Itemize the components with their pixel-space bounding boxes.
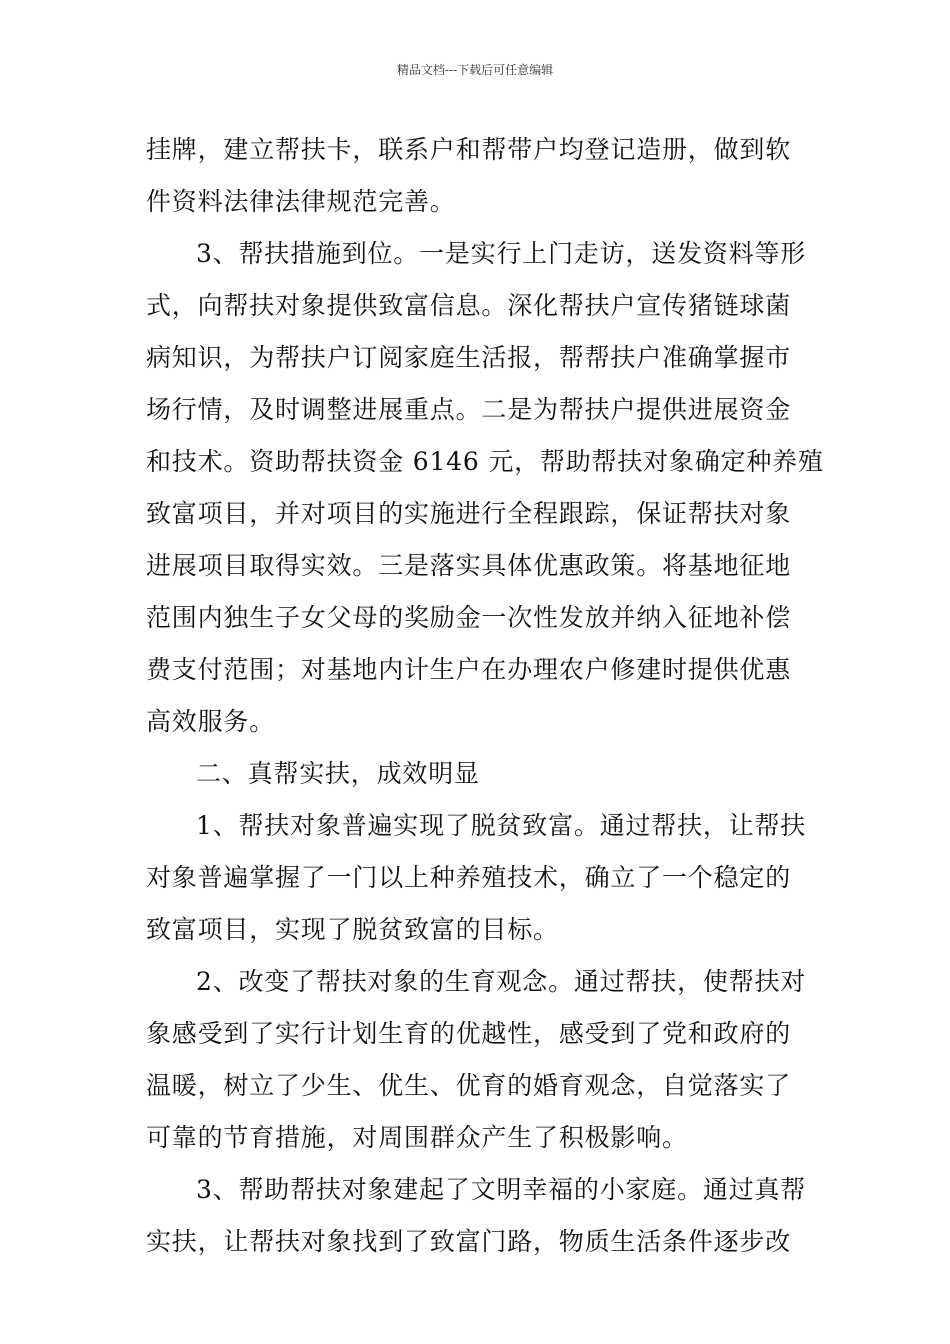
text-line: 高效服务。 xyxy=(146,707,276,736)
page-header: 精品文档---下载后可任意编辑 xyxy=(396,63,554,77)
paragraph-start-line: 3、帮助帮扶对象建起了文明幸福的小家庭。通过真帮 xyxy=(196,1175,807,1204)
text-line: 挂牌，建立帮扶卡，联系户和帮带户均登记造册，做到软 xyxy=(146,135,792,164)
text-line: 象感受到了实行计划生育的优越性，感受到了党和政府的 xyxy=(146,1019,792,1048)
text-line: 致富项目，并对项目的实施进行全程跟踪，保证帮扶对象 xyxy=(146,499,792,528)
paragraph-start-line: 3、帮扶措施到位。一是实行上门走访，送发资料等形 xyxy=(196,239,807,268)
text-line: 场行情，及时调整进展重点。二是为帮扶户提供进展资金 xyxy=(146,395,792,424)
section-heading: 二、真帮实扶，成效明显 xyxy=(196,759,480,788)
text-line: 温暖，树立了少生、优生、优育的婚育观念，自觉落实了 xyxy=(146,1071,792,1100)
paragraph-start-line: 1、帮扶对象普遍实现了脱贫致富。通过帮扶，让帮扶 xyxy=(196,811,807,840)
text-line: 范围内独生子女父母的奖励金一次性发放并纳入征地补偿 xyxy=(146,603,792,632)
text-line: 致富项目，实现了脱贫致富的目标。 xyxy=(146,915,559,944)
text-line: 对象普遍掌握了一门以上种养殖技术，确立了一个稳定的 xyxy=(146,863,792,892)
text-line: 件资料法律法律规范完善。 xyxy=(146,187,456,216)
text-line: 病知识，为帮扶户订阅家庭生活报，帮帮扶户准确掌握市 xyxy=(146,343,792,372)
text-line: 式，向帮扶对象提供致富信息。深化帮扶户宣传猪链球菌 xyxy=(146,291,792,320)
document-body xyxy=(146,124,824,1268)
text-line: 和技术。资助帮扶资金 6146 元，帮助帮扶对象确定种养殖 xyxy=(146,447,824,476)
paragraph-start-line: 2、改变了帮扶对象的生育观念。通过帮扶，使帮扶对 xyxy=(196,967,807,996)
text-line: 进展项目取得实效。三是落实具体优惠政策。将基地征地 xyxy=(146,551,792,580)
text-line: 实扶，让帮扶对象找到了致富门路，物质生活条件逐步改 xyxy=(146,1227,792,1256)
text-line: 费支付范围；对基地内计生户在办理农户修建时提供优惠 xyxy=(146,655,792,684)
text-line: 可靠的节育措施，对周围群众产生了积极影响。 xyxy=(146,1123,688,1152)
